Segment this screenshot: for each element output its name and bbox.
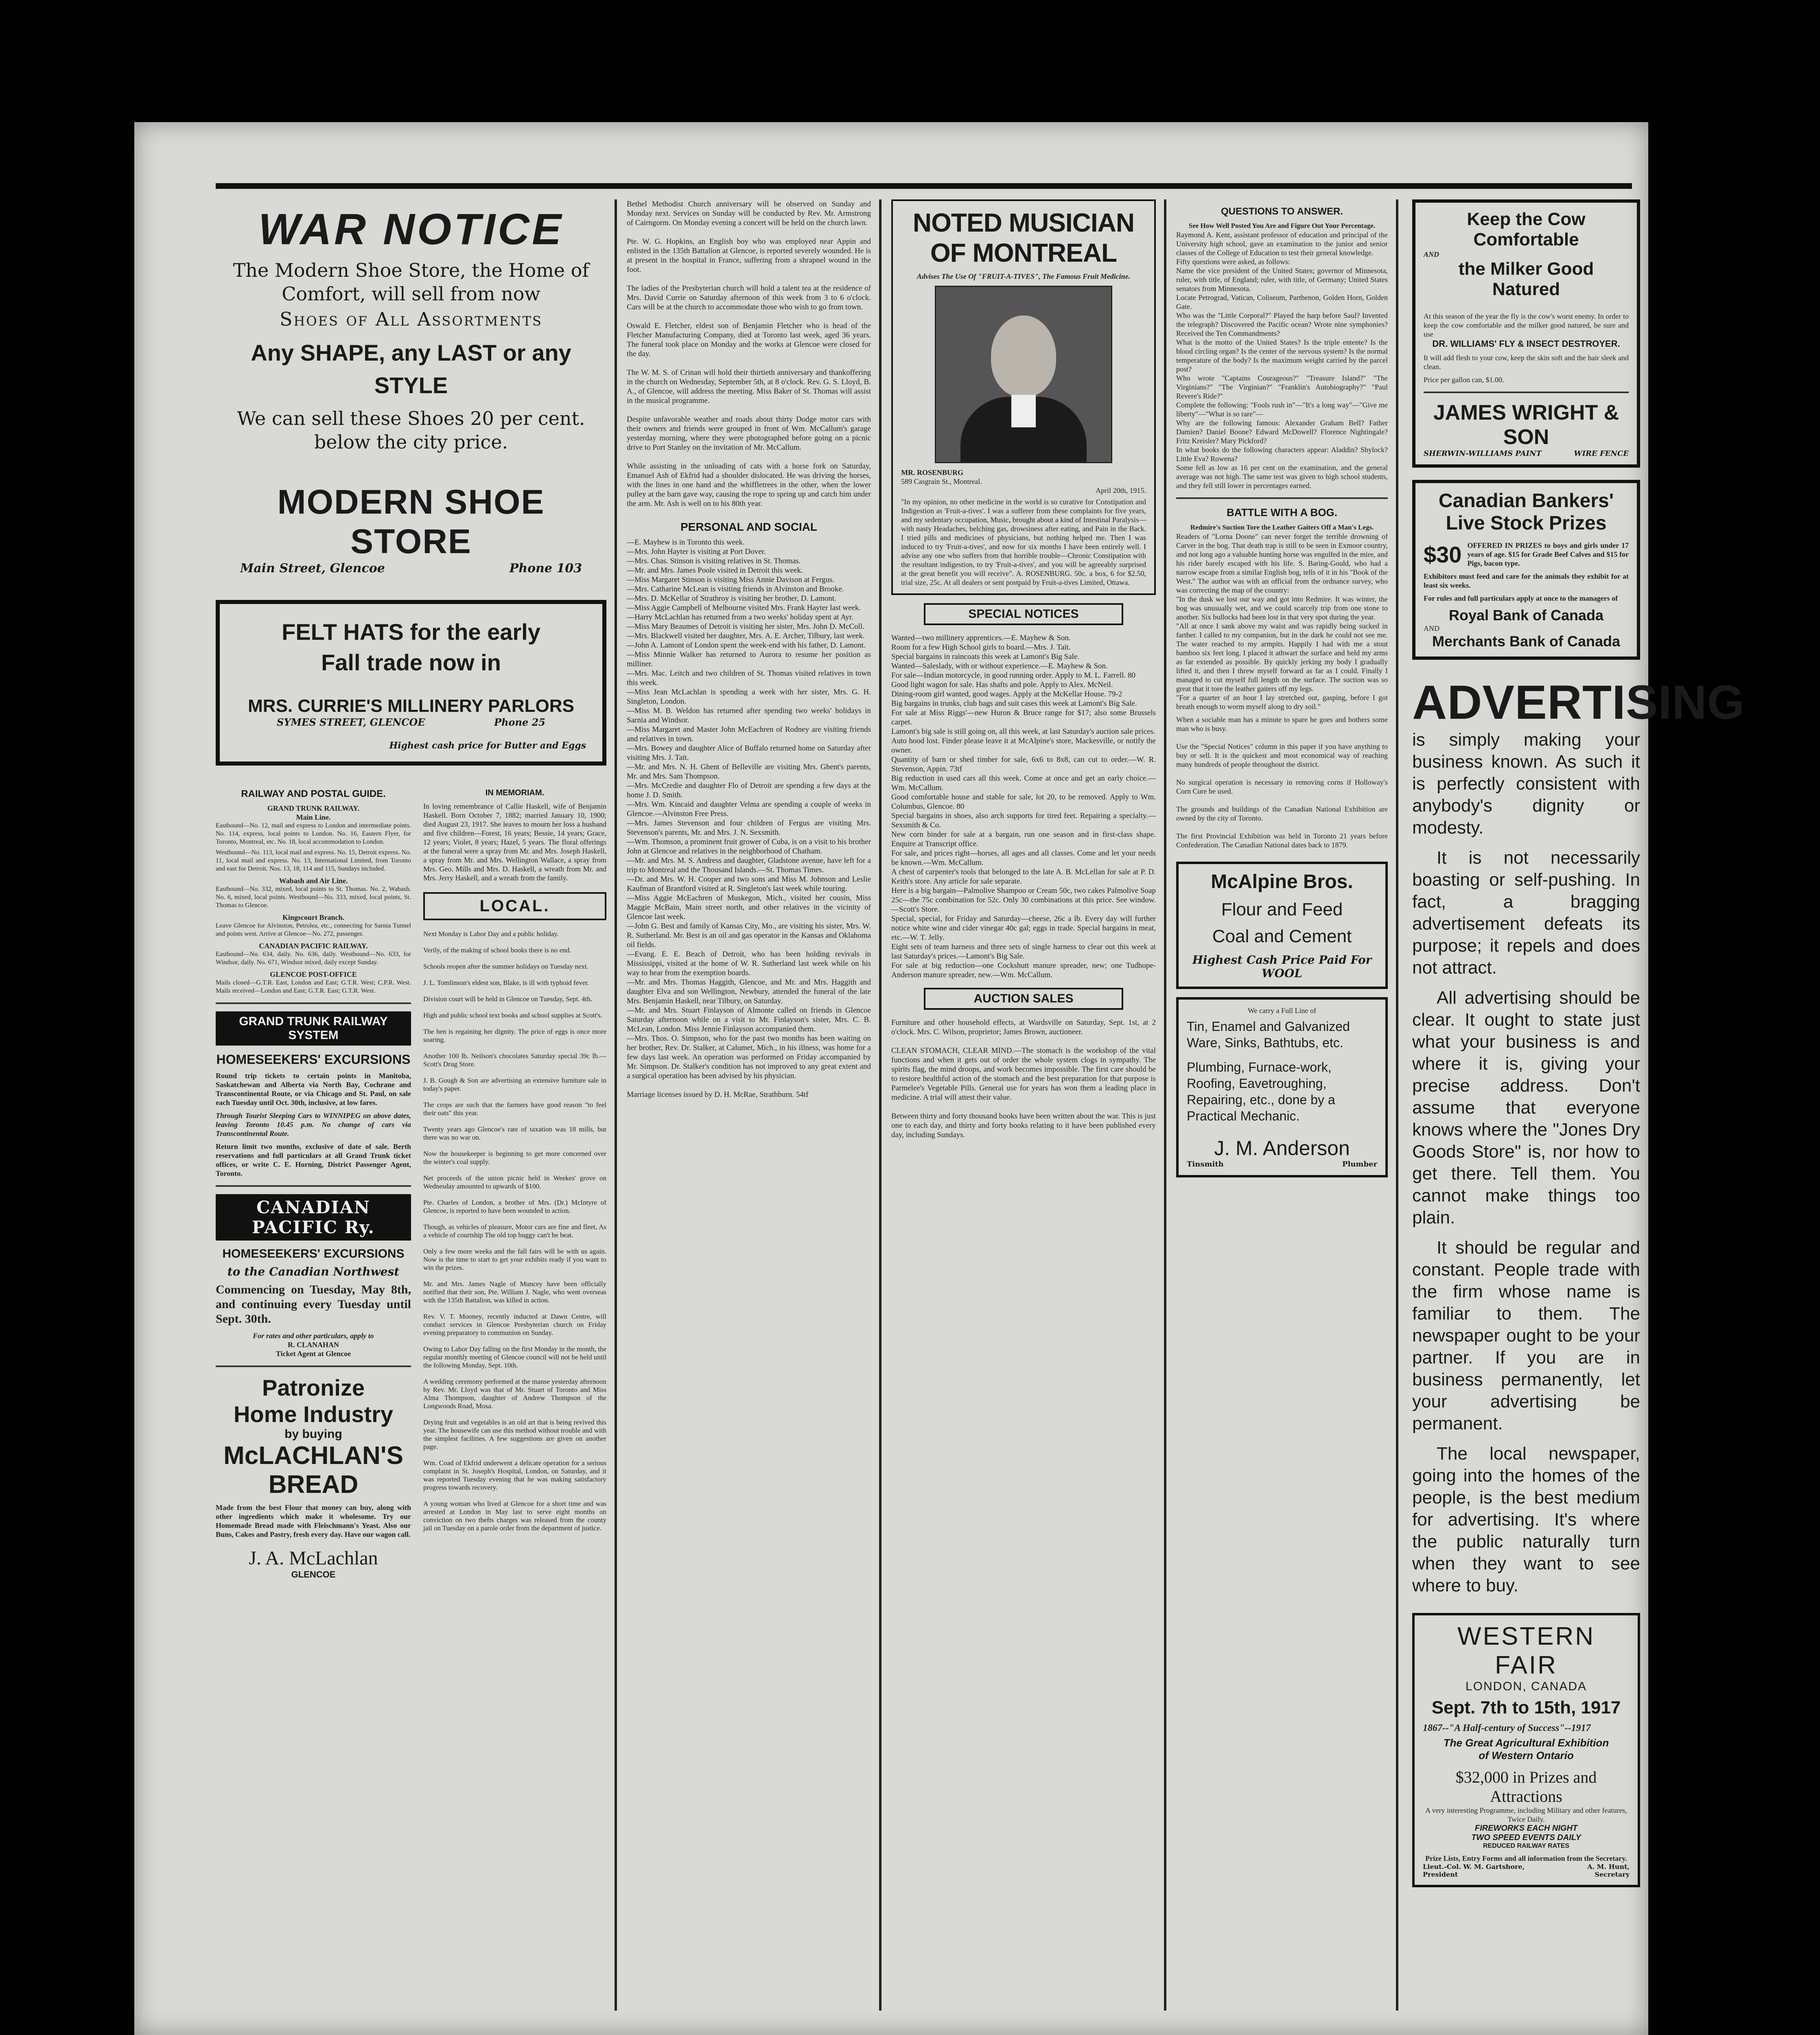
bread-text: Made from the best Flour that money can buy, along with other ingredients which make it wholesome. Try our Homemade Bread made with Fleischmann's Yeast. Also our Buns, Cakes and Pastry, fresh every day. Have our wagon call. [216,1503,411,1538]
millinery-street: SYMES STREET, GLENCOE [277,716,425,728]
fair-prizes: $32,000 in Prizes and Attractions [1455,1768,1597,1805]
column-5 [1412,199,1745,2011]
gt-excursions-text: Round trip tickets to certain points in Manitoba, Saskatchewan and Alberta via North Bay, Cochrane and Transcontinental Route, or via Chicago and St. Paul, on sale each Tuesday until Oct. 30th, inclusive, at low fares. [216,1072,411,1107]
railway-sub4: Kingscourt Branch. [282,913,344,921]
local-heading: LOCAL. [479,897,550,915]
bankers-text: OFFERED IN PRIZES to boys and girls under 17 years of age. $15 for Grade Beef Calves and $15 for Pigs, bacon type. [1467,541,1629,567]
fair-rates: REDUCED RAILWAY RATES [1483,1842,1570,1849]
fair-lists: Prize Lists, Entry Forms and all information from the Secretary. [1425,1854,1627,1862]
questions-text: Raymond A. Kent, assistant professor of education and principal of the University high school, gave an examination to the junior and senior classes of the College of Education to test their general knowledge. Fifty questions were asked, as follows: Name the vice president of the United States; governor of Minnesota, ruler, with title, of England; ruler, with title, of Germany; United States senators from Minnesota. Locate Petrograd, Vatican, Coliseum, Parthenon, Golden Horn, Golden Gate. Who was the "Little Corporal?" Played the harp before Saul? Invented the telegraph? Discovered the Pacific ocean? Wrote nine symphonies? Received the Ten Commandments? What is the motto of the United States? Is the triple entente? Is the blood circling organ? Is the center of the nervous system? Is the normal temperature of the body? Is the maximum weight carried by the parcel post? Who wrote "Captains Courageous?" "Treasure Island?" "The Virginians?" "The Virginian?" "Franklin's Autobiography?" "Paul Revere's Ride?" Complete the following: "Fools rush in"—"It's a long way"—"Give me liberty"—"What is so rare"— Why are the following famous: Alexander Graham Bell? Father Damien? Daniel Boone? Edward McDowell? Florence Nightingale? Fritz Kreisler? Mary Pickford? In what books do the following characters appear: Aladdin? Shylock? Little Eva? Rowena? Some fell as low as 16 per cent on the examination, and the general average was not high. The same test was given to high school students, and they fell still lower in percentages earned. [1176,231,1388,490]
bread-name: J. A. McLachlan [249,1547,378,1569]
railway-title: RAILWAY AND POSTAL GUIDE. [241,788,386,799]
bankers-and: AND [1424,624,1439,632]
column-rule [1164,199,1166,2011]
railway-sub3: Wabash and Air Line. [279,877,348,885]
fair-fireworks: FIREWORKS EACH NIGHT [1474,1824,1578,1833]
anderson-name: J. M. Anderson [1214,1137,1350,1160]
fair-sub2: of Western Ontario [1479,1749,1574,1761]
divider [1176,497,1388,499]
railway-text5: Eastbound—No. 634, daily. No. 636, daily. Westbound—No. 633, for Windsor, daily. No. 671, Windsor mixed, daily except Sunday. [216,951,411,966]
railway-sub6: GLENCOE POST-OFFICE [270,970,357,978]
millinery-name: MRS. CURRIE'S MILLINERY PARLORS [248,696,574,716]
memoriam-text: In loving remembrance of Callie Haskell, wife of Benjamin Haskell. Born October 7, 1882; married January 10, 1900; died August 23, 1917. She leaves to mourn her loss a husband and five children—Forest, 16 years; Bessie, 14 years; Grace, 12 years; Violet, 8 years; Hazel, 5 years. The floral offerings at the funeral were a spray from Mr. and Mrs. Joseph Haskell, a spray from Mr. and Mrs. Wellington Wallace, a spray from Mrs. Geo. Mills and Mrs. D. Haskell, a wreath from Mr. and Mrs. Jerry Haskell, and a wreath from the family. [423,802,606,882]
millinery-note: Highest cash price for Butter and Eggs [389,740,586,751]
column-1 [216,199,606,2011]
war-notice-title: WAR NOTICE [258,204,564,254]
divider [216,1185,411,1187]
millinery-phone: Phone 25 [494,716,545,728]
gt-excursions-text2: Return limit two months, exclusive of date of sale. Berth reservations and full particulars at all Grand Trunk ticket offices, or write C. E. Horning, District Passenger Agent, Toronto. [216,1142,411,1177]
grand-trunk-logo: GRAND TRUNK RAILWAY SYSTEM [216,1011,411,1046]
top-rule [216,183,1632,189]
fair-secretary-title: Secretary [1595,1871,1630,1878]
bread-town: GLENCOE [291,1569,336,1580]
anderson-top: We carry a Full Line of [1248,1007,1316,1015]
musician-caption: MR. ROSENBURG [901,468,964,477]
divider [216,1002,411,1004]
cow-and: AND [1424,250,1439,258]
mcalpine-ad [1176,862,1388,989]
wright-lines [1424,449,1629,458]
advertising-p2: It is not necessarily boasting or self-pushing. In fact, a bragging advertisement defeats its purpose; it repels and does not attract. [1412,848,1640,978]
anderson-right: Plumber [1342,1160,1377,1168]
store-name: MODERN SHOE STORE [277,483,545,560]
bankers-bank2: Merchants Bank of Canada [1432,633,1621,650]
column-2 [627,199,871,2011]
bread-line5: BREAD [268,1470,359,1499]
mcalpine-line1: Flour and Feed [1221,899,1343,919]
rosenburg-portrait [935,286,1112,463]
column-rule [1396,199,1398,2011]
fair-officer-titles [1423,1871,1630,1878]
divider [216,1365,411,1367]
bankers-line2: Live Stock Prizes [1446,512,1607,534]
cow-price: Price per gallon can, $1.00. [1424,376,1504,384]
anderson-text2: Plumbing, Furnace-work, Roofing, Eavetroughing, Repairing, etc., done by a Practical Mechanic. [1187,1060,1335,1123]
gt-excursions-note: Through Tourist Sleeping Cars to WINNIPEG on above dates, leaving Toronto 10.45 p.m. No change of cars via Transcontinental Route. [216,1112,411,1138]
memoriam-title: IN MEMORIAM. [485,788,545,797]
personal-title: PERSONAL AND SOCIAL [680,521,818,533]
cow-product: DR. WILLIAMS' FLY & INSECT DESTROYER. [1432,339,1620,349]
auction-heading-box [924,988,1123,1010]
bread-line2: Home Industry [233,1401,394,1427]
local-heading-box [423,892,606,920]
war-notice-ad [216,204,606,575]
anderson-left: Tinsmith [1187,1160,1224,1168]
war-notice-line2: Shoes of All Assortments [280,308,542,330]
railway-sub1: GRAND TRUNK RAILWAY. [267,804,360,812]
cow-line2: the Milker Good Natured [1458,259,1594,299]
advertising-p1: is simply making your business known. As such it is perfectly consistent with anybody's dignity or modesty. [1412,730,1640,838]
special-notices-text: Wanted—two millinery apprentices.—E. Mayhew & Son. Room for a few High School girls to board.—Mrs. J. Tait. Special bargains in raincoats this week at Lamont's Big Sale. Wanted—Saleslady, with or without experience.—E. Mayhew & Son. For sale—Indian motorcycle, in good running order. Apply to M. L. Farrell. 80 Good light wagon for sale. Has shafts and pole. Apply to Alex. McNeil. Dining-room girl wanted, good wages. Apply at the McKellar House. 79-2 Big bargains in trunks, club bags and suit cases this week at Lamont's Big Sale. For sale at Miss Riggs'—new Huron & Bruce range for $17; also some Brussels carpet. Lamont's big sale is still going on, all this week, at last Saturday's auction sale prices. Auto hood lost. Finder please leave it at McAlpine's store, Mackesville, or notify the owner. Quantity of barn or shed timber for sale, 6x6 to 8x8, can cut to order.—W. R. Stevenson, Appin. 73tf Big reduction in used cars all this week. Come at once and get an early choice.—Wm. McCallum. Good comfortable house and stable for sale, lot 20, to be removed. Apply to Wm. Columbus, Glencoe. 80 Special bargains in shoes, also arch supports for tired feet. Repairing a specialty.—Sexsmith & Co. New corn binder for sale at a bargain, run one season and in first-class shape. Enquire at Transcript office. For sale, and prices right—horses, all ages and all classes. Come and let your needs be known.—Wm. McCallum. A chest of carpenter's tools that belonged to the late A. B. McLellan for sale at P. D. Keith's store. Any article for sale separate. Here is a big bargain—Palmolive Shampoo or Cream 50c, two cakes Palmolive Soap 25c—the 75c combination for 52c. Only 30 combinations at this price. See window.—Scott's Store. Special, special, for Friday and Saturday—cheese, 26c a lb. Every day will further notice white wine and cider vinegar 40c gal; eggs in trade. Special bargains in meat, etc.—W. T. Jelly. Eight sets of team harness and three sets of single harness to clear out this week at last Saturday's prices.—Lamont's Big Sale. For sale at big reduction—one Cockshutt manure spreader, new; one Tudhope-Anderson manure spreader, new.—Wm. McCallum. [891,634,1156,979]
bankers-offer [1424,541,1629,568]
mcalpine-line2: Coal and Cement [1212,926,1352,946]
store-street: Main Street, Glencoe [240,561,385,575]
musician-text: "In my opinion, no other medicine in the world is so curative for Constipation and Indigestion as 'Fruit-a-tives'. I was a sufferer from these complaints for five years, and my sedentary occupation, Music, brought about a kind of Intestinal Paralysis—with nasty Headaches, belching gas, drowsiness after eating, and Pain in the Back. I tried pills and medicines of physicians, but nothing helped me. Then I was induced to try 'Fruit-a-tives', and now for six months I have been entirely well. I advise any one who suffers from that horrible trouble—Chronic Constipation with the resultant indigestion, to try 'Fruit-a-tives', and you will be agreeably surprised at the great benefit you will receive". A. ROSENBURG. 50c. a box, 6 for $2.50, trial size, 25c. At all dealers or sent postpaid by Fruit-a-tives Limited, Ottawa. [901,498,1146,586]
bankers-text3: For rules and full particulars apply at once to the managers of [1424,594,1618,602]
cpr-excursions-title: HOMESEEKERS' EXCURSIONS [222,1247,405,1260]
fair-president-title: President [1423,1871,1458,1878]
col1-lower [216,782,606,1580]
advertising-p5: The local newspaper, going into the homes of the people, is the best medium for advertising. It's where the public naturally turn when they want to see where to buy. [1412,1444,1640,1595]
musician-sub: Advises The Use Of "FRUIT-A-TIVES", The Famous Fruit Medicine. [917,272,1131,280]
fair-president: Lieut.-Col. W. M. Gartshore, [1423,1863,1525,1871]
musician-date: April 20th, 1915. [1096,486,1146,495]
advertising-editorial [1412,676,1745,1597]
fair-place: LONDON, CANADA [1465,1680,1587,1693]
local-news: Next Monday is Labor Day and a public holiday. Verily, of the making of school books there is no end. Schools reopen after the summer holidays on Tuesday next. J. L. Tomlinson's eldest son, Blake, is ill with typhoid fever. Division court will be held in Glencoe on Tuesday, Sept. 4th. High and public school text books and school supplies at Scott's. The hen is regaining her dignity. The price of eggs is once more soaring. Another 100 lb. Neilson's chocolates Saturday special 39c lb.—Scott's Drug Store. J. B. Gough & Son are advertising an extensive furniture sale in today's paper. The crops are such that the farmers have good reason "to feel their oats" this year. Twenty years ago Glencoe's rate of taxation was 18 mills, but there was no war on. Now the housekeeper is beginning to get more concerned over the winter's coal supply. Net proceeds of the union picnic held in Weekes' grove on Wednesday amounted to upwards of $100. Pte. Charles of London, a brother of Mrs. (Dr.) McIntyre of Glencoe, is reported to have been wounded in action. Though, as vehicles of pleasure, Motor cars are fine and fleet, As a vehicle of courtship The old top buggy can't be beat. Only a few more weeks and the fall fairs will be with us again. Now is the time to start to get your exhibits ready if you want to win the prizes. Mr. and Mrs. James Nagle of Muncey have been officially notified that their son, Pte. William J. Nagle, who went overseas with the 135th Battalion, was killed in action. Rev. V. T. Mooney, recently inducted at Dawn Centre, will conduct services in Glencoe Presbyterian church on Friday evening preparatory to communion on Sunday. Owing to Labor Day falling on the first Monday in the month, the regular monthly meeting of Glencoe council will not be held until the following Monday, Sept. 10th. A wedding ceremony performed at the manse yesterday afternoon by Rev. Mr. Lloyd was that of Mr. Stuart of Toronto and Miss Alma Thompson, daughter of Andrew Thompson of the Longwoods Road, Mosa. Drying fruit and vegetables is an old art that is being revived this year. The housewife can use this method without trouble and with the simplest facilities. A few suggestions are given on another page. Wm. Coad of Ekfrid underwent a delicate operation for a serious complaint in St. Joseph's Hospital, London, on Saturday, and it was reported Tuesday evening that he was making satisfactory progress towards recovery. A young woman who lived at Glencoe for a short time and was arrested at London in May last to serve eight months on conviction on two thefts charges was released from the county jail on Tuesday on a parole order from the department of justice. [423,930,606,1532]
fair-motto: 1867--"A Half-century of Success"--1917 [1423,1723,1591,1733]
fair-secretary: A. M. Hunt, [1587,1863,1630,1871]
bankers-line1: Canadian Bankers' [1438,490,1614,512]
railway-text4: Leave Glencoe for Alvinston, Petrolea, etc., connecting for Sarnia Tunnel and points west. Arrive at Glencoe—No. 272, passenger. [216,922,411,937]
advertising-p4: It should be regular and constant. People trade with the firm whose name is familiar to them. The newspaper ought to be your partner. If you are in business permanently, let your advertising be permanent. [1412,1238,1640,1433]
gt-excursions-title: HOMESEEKERS' EXCURSIONS [216,1052,411,1067]
cpr-agent-sub: Ticket Agent at Glencoe [276,1350,351,1358]
fair-dates: Sept. 7th to 15th, 1917 [1431,1698,1621,1718]
cpr-excursions-text: Commencing on Tuesday, May 8th, and continuing every Tuesday until Sept. 30th. [216,1283,411,1326]
advertising-title: ADVERTISING [1412,676,1745,729]
railway-text1: Eastbound—No. 12, mail and express to London and intermediate points. No. 114, express, local points to London. No. 16, Eastern Flyer, for Toronto, Montreal, etc. No. 18, local accommodation to London. [216,822,411,845]
bread-ad [216,1374,411,1580]
cow-line1: Keep the Cow Comfortable [1467,209,1586,249]
felt-hats-line1: FELT HATS for the early [282,619,540,645]
bread-line4: McLACHLAN'S [223,1442,403,1470]
bog-text2: When a sociable man has a minute to spare he goes and bothers some man who is busy. Use the "Special Notices" column in this paper if you have anything to buy or sell. It is the quickest and most economical way of reaching many hundreds of people throughout the district. No surgical operation is necessary in removing corns if Holloway's Corn Cure be used. The grounds and buildings of the Canadian National Exhibition are owned by the city of Toronto. The first Provincial Exhibition was held in Toronto 21 years before Confederation. The Canadian National dates back to 1879. [1176,716,1388,849]
auction-title: AUCTION SALES [973,992,1074,1005]
fair-officers [1423,1863,1630,1871]
railway-sub5: CANADIAN PACIFIC RAILWAY. [259,942,368,950]
special-notices-title: SPECIAL NOTICES [968,607,1079,621]
bread-line1: Patronize [262,1375,365,1400]
cpr-excursions-sub: to the Canadian Northwest [227,1265,400,1278]
fair-speed: TWO SPEED EVENTS DAILY [1471,1833,1581,1842]
musician-title1: NOTED MUSICIAN [912,208,1135,237]
divider [1424,392,1629,393]
felt-hats-line2: Fall trade now in [321,650,501,675]
column-3 [891,199,1156,2011]
bankers-ad [1412,480,1640,660]
railway-text3: Eastbound—No. 332, mixed, local points to St. Thomas. No. 2, Wabash. No. 6, mixed, local points. Westbound—No. 333, mixed, local points, St. Thomas to Glencoe. [216,886,411,909]
millinery-details [228,716,594,728]
mcalpine-name: McAlpine Bros. [1211,871,1353,893]
wright-name: JAMES WRIGHT & SON [1433,401,1619,449]
musician-address: 589 Casgrain St., Montreal. [901,477,982,486]
cpr-note: For rates and other particulars, apply to [253,1332,374,1340]
war-notice-line4: We can sell these Shoes 20 per cent. below the city price. [237,407,585,453]
anderson-trades [1187,1160,1377,1168]
special-notices-heading-box [924,603,1123,625]
cpr-logo-line1: CANADIAN [256,1197,371,1217]
cpr-logo-line2: PACIFIC Ry. [252,1217,375,1237]
mcalpine-line3: Highest Cash Price Paid For WOOL [1192,953,1372,980]
railway-text2: Westbound—No. 113, local mail and express. No. 15, Detroit express. No. 11, local mail and express. No. 13, International Limited, from Toronto and east for Detroit. Nos. 13, 18, 114 and 115, Sundays included. [216,849,411,872]
auction-text: Furniture and other household effects, at Wardsville on Saturday, Sept. 1st, at 2 o'clock. Mrs. C. Wilson, proprietor; James Brown, auctioneer. CLEAN STOMACH, CLEAR MIND.—The stomach is the workshop of the vital functions and when it gets out of order the whole system clogs in sympathy. The spirits flag, the mind droops, and work becomes impossible. The first care should be to restore healthful action of the stomach and the best preparation for that purpose is Parmelee's Vegetable Pills. General use for years has won them a leading place in medicine. A trial will attest their value. Between thirty and forty thousand books have been written about the war. This is just one to each day, and thirty and forty books relating to it have been published every day, including Sundays. [891,1018,1156,1139]
fair-title: WESTERN FAIR [1457,1622,1595,1679]
anderson-ad [1176,997,1388,1177]
news-items: Bethel Methodist Church anniversary will be observed on Sunday and Monday next. Services on Sunday will be conducted by Rev. Mr. Armstrong of Cairngorm. On Monday evening a concert will be held on the church lawn. Pte. W. G. Hopkins, an English boy who was employed near Appin and enlisted in the 135th Battalion at Glencoe, is reported severely wounded. He is at present in the hospital in France, suffering from a shrapnel wound in the foot. The ladies of the Presbyterian church will hold a talent tea at the residence of Mrs. David Currie on Saturday afternoon of this week from 3 to 6 o'clock. Cars will be at the church to accommodate those who wish to go from town. Oswald E. Fletcher, eldest son of Benjamin Fletcher who is head of the Fletcher Manufacturing Company, died at Toronto last week, aged 36 years. The funeral took place on Monday and the works at Glencoe were closed for the day. The W. M. S. of Crinan will hold their thirtieth anniversary and thankoffering in the church on Wednesday, September 5th, at 8 o'clock. Rev. G. S. Lloyd, B. A., of Glencoe, will address the meeting. Miss Baker of St. Thomas will assist in the musical programme. Despite unfavorable weather and roads about thirty Dodge motor cars with their owners and friends were grouped in front of Wm. McCallum's garage yesterday morning, where they were photographed before going on a picnic drive to Port Stanley on the invitation of Mr. McCallum. While assisting in the unloading of cats with a horse fork on Saturday, Emanuel Ash of Ekfrid had a shoulder dislocated. He was driving the horses, with the lines in one hand and the whiffletrees in the other, when the lower pulley at the barn gave way, causing the rope to spring up and catch him under the arm. Mr. Ash is well on to his 80th year. [627,200,871,508]
portrait-collar [1011,395,1036,427]
railway-sub2: Main Line. [296,813,331,821]
portrait-face [991,315,1056,397]
questions-title: QUESTIONS TO ANSWER. [1221,206,1343,217]
bankers-bank1: Royal Bank of Canada [1448,607,1604,624]
bog-sub: Redmire's Suction Tore the Leather Gaiters Off a Man's Legs. [1190,523,1374,531]
musician-title2: OF MONTREAL [930,238,1117,267]
column-rule [615,199,617,2011]
war-notice-intro: The Modern Shoe Store, the Home of Comfort, will sell from now [233,259,589,305]
column-rule [879,199,882,2011]
noted-musician-ad [891,199,1156,595]
anderson-text: Tin, Enamel and Galvanized Ware, Sinks, Bathtubs, etc. [1187,1019,1350,1050]
cow-text: At this season of the year the fly is the cow's worst enemy. In order to keep the cow comfortable and the milker good natured, be sure and use [1424,312,1629,338]
bog-title: BATTLE WITH A BOG. [1227,506,1337,519]
western-fair-ad [1412,1613,1640,1887]
cow-ad [1412,199,1640,468]
newspaper-page [134,122,1745,2035]
column-4 [1176,199,1388,2011]
advertising-p3: All advertising should be clear. It ought to state just what your business is and where it is, giving your precise address. Don't assume that everyone knows where the "Jones Dry Goods Store" is, nor how to get there. Tell them. You cannot make things too plain. [1412,988,1640,1228]
railway-column [216,782,411,1580]
felt-hats-ad [216,600,606,766]
wright-right: WIRE FENCE [1574,449,1629,458]
store-phone: Phone 103 [509,561,582,575]
bog-text: Readers of "Lorna Doone" can never forget the terrible drowning of Carver in the bog. That death trap is still to be seen in Exmoor country, and not long ago a valuable hunting horse was engulfed in the mire, and his rider barely escaped with his life. S. Baring-Gould, who had a narrow escape from a similar English bog, tells of it in his "Book of the West." The author was with an official from the ordnance survey, who was correcting the map of the country: "In the dusk we lost our way and got into Redmire. It was winter, the bog was unusually wet, and we could scarcely trip from one stone to another. Six bullocks had been lost in that very spot during the year. "All at once I sank above my waist and was rapidly being sucked in farther. I called to my companion, but in the dark he could not see me. The water reached to my armpits. Happily I had with me a stout bamboo six feet long. I placed it athwart the surface and held my arms as far extended as possible. By quickly jerking my body I gradually lifted it, and then I threw myself forward as far as I could. Finally I managed to cut myself full length on the surface. The suction was so great that it tore the leather gaiters off my legs. "For a quarter of an hour I lay stretched out, gasping, before I got breath enough to worm myself along to dry soil." [1176,532,1388,711]
memoriam-local-column [423,782,606,1580]
cow-text2: It will add flesh to your cow, keep the skin soft and the hair sleek and clean. [1424,354,1629,371]
bread-line3: by buying [284,1427,342,1441]
bankers-text2: Exhibitors must feed and care for the animals they exhibit for at least six weeks. [1424,572,1629,589]
wright-left: SHERWIN-WILLIAMS PAINT [1424,449,1542,458]
questions-sub: See How Well Posted You Are and Figure Out Your Percentage. [1188,222,1376,230]
bankers-amount: $30 [1424,541,1462,567]
store-details [216,561,606,575]
cpr-agent: R. CLANAHAN [288,1341,339,1349]
personal-text: —E. Mayhew is in Toronto this week. —Mrs. John Hayter is visiting at Port Dover. —Mrs. Chas. Stinson is visiting relatives in St. Thomas. —Mr. and Mrs. James Poole visited in Detroit this week. —Miss Margaret Stinson is visiting Miss Annie Davison at Fergus. —Mrs. Catharine McLean is visiting friends in Alvinston and Brooke. —Mrs. D. McKellar of Strathroy is visiting her brother, D. Lamont. —Miss Aggie Campbell of Melbourne visited Mrs. Frank Hayter last week. —Harry McLachlan has returned from a two weeks' holiday spent at Ayr. —Miss Mary Beaumes of Detroit is visiting her sister, Mrs. John D. McColl. —Mrs. Blackwell visited her daughter, Mrs. A. E. Archer, Tilbury, last week. —John A. Lamont of London spent the week-end with his father, D. Lamont. —Miss Minnie Walker has returned to Aurora to resume her position as milliner. —Mrs. Mac. Leitch and two children of St. Thomas visited relatives in town this week. —Miss Jean McLachlan is spending a week with her sister, Mrs. G. H. Singleton, London. —Miss M. B. Weldon has returned after spending two weeks' holidays in Sarnia and Windsor. —Miss Margaret and Master John McEachren of Rodney are visiting friends and relatives in town. —Mrs. Bowey and daughter Alice of Buffalo returned home on Saturday after visiting Mrs. J. Tait. —Mr. and Mrs. N. H. Ghent of Belleville are visiting Mrs. Ghent's parents, Mr. and Mrs. Sam Thompson. —Mrs. McCredie and daughter Flo of Detroit are spending a few days at the home J. D. Smith. —Mrs. Wm. Kincaid and daughter Velma are spending a couple of weeks in Glencoe.—Alvinston Free Press. —Mrs. James Stevenson and four children of Fergus are visiting Mrs. Stevenson's parents, Mr. and Mrs. J. N. Sexsmith. —Wm. Thomson, a prominent fruit grower of Cuba, is on a visit to his brother John at Glencoe and relatives in the neighborhood of Chatham. —Mr. and Mrs. M. S. Andress and daughter, Gladstone avenue, have left for a trip to Montreal and the Thousand Islands.—St. Thomas Times. —Dr. and Mrs. W. H. Cooper and two sons and Miss M. Johnson and Leslie Kaufman of Brantford visited at R. Singleton's last week while touring. —Miss Aggie McEachren of Muskegon, Mich., visited her cousin, Miss Maggie McBain, Main street north, and other relatives in the vicinity of Glencoe last week. —John G. Best and family of Kansas City, Mo., are visiting his sister, Mrs. W. R. Sutherland. Mr. Best is an oil and gas operator in the Kansas and Oklahoma oil fields. —Evang. E. E. Beach of Detroit, who has been holding revivals in Mississippi, visited at the home of W. R. Sutherland last week while on his way to hear from the exemption boards. —Mr. and Mrs. Thomas Haggith, Glencoe, and Mr. and Mrs. Haggith and daughter Elva and son Wellington, Newbury, attended the funeral of the late Mrs. Benjamin Haskell, near Tilbury, on Saturday. —Mr. and Mrs. Stuart Finlayson of Almonte called on friends in Glencoe Saturday afternoon while on a visit to Mr. Finlayson's sister, Mrs. C. B. McLean, London. Miss Jennie Finlayson accompanied them. —Mrs. Thos. O. Simpson, who for the past two months has been waiting on her brother, Rev. Dr. Stalker, at Calumet, Mich., in his illness, was home for a few days last week. An operation was performed on Friday accompanied by Mr. Simpson. Dr. Stalker's condition has not improved to any great extent and a surgical operation has been advised by his physician. Marriage licenses issued by D. H. McRae, Strathburn. 54tf [627,538,871,1099]
fair-sub1: The Great Agricultural Exhibition [1443,1737,1609,1749]
railway-text6: Mails closed—G.T.R. East, London and East; G.T.R. West; C.P.R. West. Mails received—London and East; G.T.R. East; G.T.R. West. [216,979,411,994]
fair-text: A very interesting Programme, including Military and other features, Twice Daily. [1425,1806,1627,1823]
cpr-logo [216,1194,411,1241]
war-notice-line3: Any SHAPE, any LAST or any STYLE [251,340,571,398]
